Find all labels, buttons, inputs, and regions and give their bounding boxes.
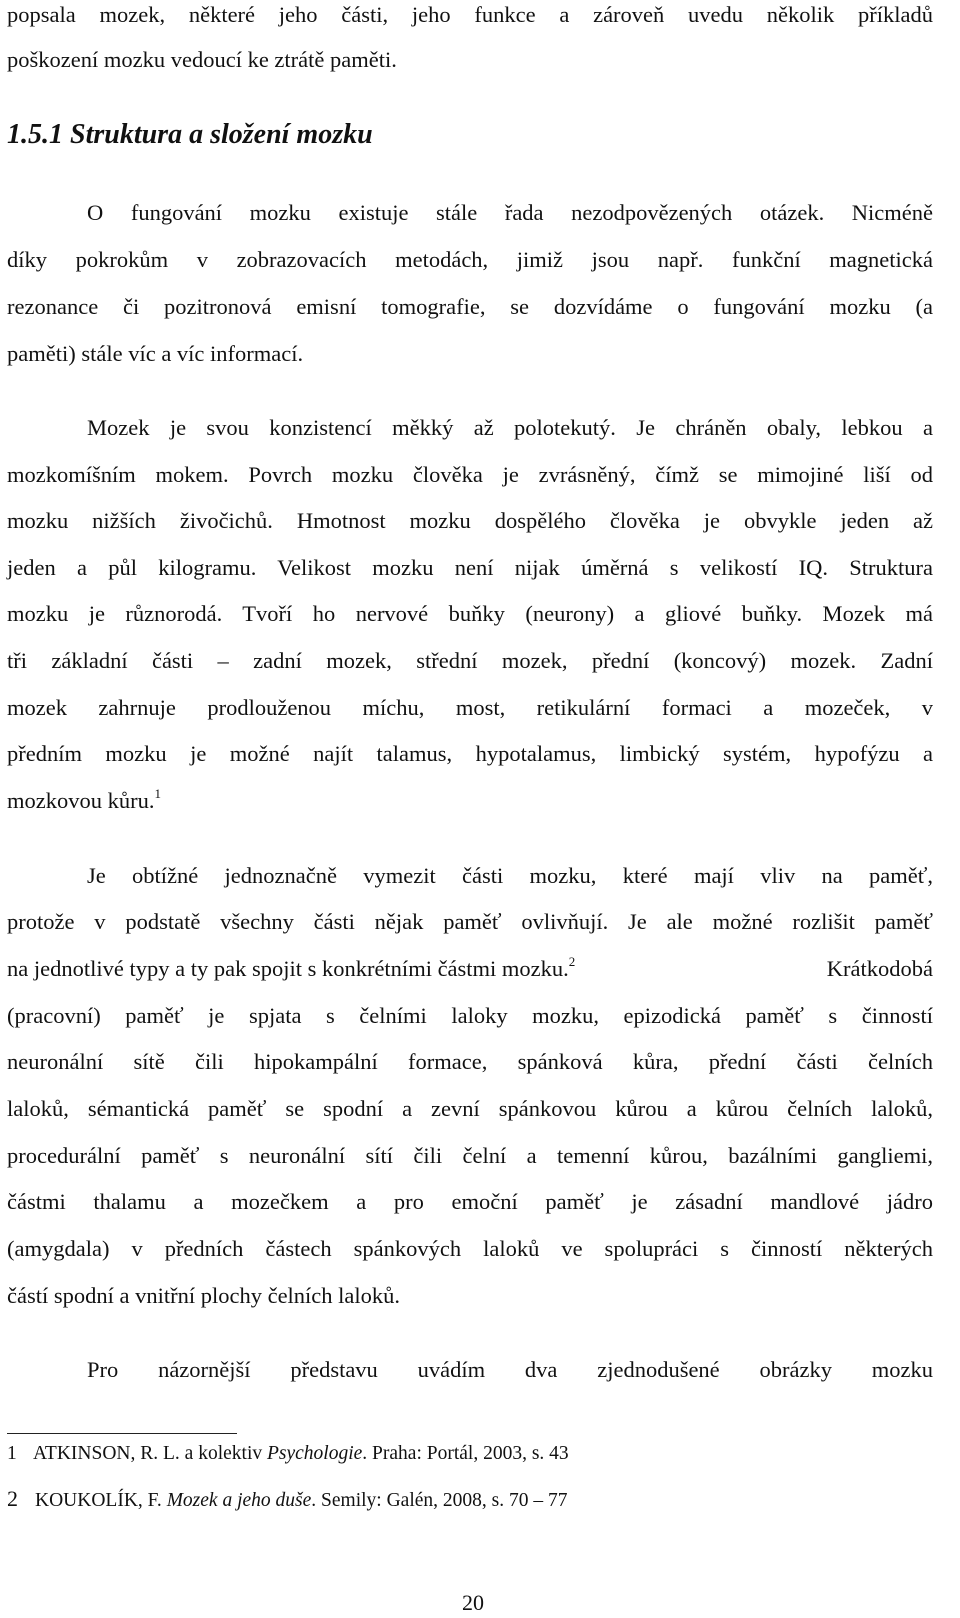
text-line: mozku je různorodá. Tvoří ho nervové buňky (neurony) a gliové buňky. Mozek má xyxy=(7,601,933,626)
text-line: mozku nižších živočichů. Hmotnost mozku dospělého člověka je obvykle jeden až xyxy=(7,508,933,533)
footnote-title: Psychologie xyxy=(266,1443,363,1464)
text-line: Mozek je svou konzistencí měkký až polotekutý. Je chráněn obaly, lebkou a xyxy=(87,415,933,440)
text-line: částmi thalamu a mozečkem a pro emoční paměť je zásadní mandlové jádro xyxy=(7,1189,933,1214)
footnote-number: 1 xyxy=(7,1443,17,1464)
page-number: 20 xyxy=(462,1590,484,1615)
footnote-text: KOUKOLÍK, F. xyxy=(35,1490,167,1511)
footnote-ref: 2 xyxy=(568,953,576,969)
text-line: jeden a půl kilogramu. Velikost mozku není nijak úměrná s velikostí IQ. Struktura xyxy=(7,555,933,580)
text-line: Je obtížné jednoznačně vymezit části mozku, které mají vliv na paměť, xyxy=(87,863,933,888)
footnote xyxy=(7,1441,569,1467)
text-line xyxy=(7,786,933,816)
text-line: (amygdala) v předních částech spánkových laloků ve spolupráci s činností některých xyxy=(7,1236,933,1261)
footnote-text: . Semily: Galén, 2008, s. 70 – 77 xyxy=(311,1490,568,1511)
footnote-text: ATKINSON, R. L. a kolektiv xyxy=(33,1443,267,1464)
text-line: tři základní části – zadní mozek, střední mozek, přední (koncový) mozek. Zadní xyxy=(7,648,933,673)
text-line: paměti) stále víc a víc informací. xyxy=(7,341,304,366)
text-line: Pro názornější představu uvádím dva zjednodušené obrázky mozku xyxy=(87,1357,933,1382)
section-heading: 1.5.1 Struktura a složení mozku xyxy=(7,119,373,150)
text-line xyxy=(7,954,933,984)
text-line: procedurální paměť s neuronální sítí čili čelní a temenní kůrou, bazálními gangliemi, xyxy=(7,1143,933,1168)
text-line: mozkomíšním mokem. Povrch mozku člověka je zvrásněný, čímž se mimojiné liší od xyxy=(7,462,933,487)
footnote-separator xyxy=(7,1433,237,1434)
text-line: (pracovní) paměť je spjata s čelními laloky mozku, epizodická paměť s činností xyxy=(7,1003,933,1028)
text-line: neuronální sítě čili hipokampální formace, spánková kůra, přední části čelních xyxy=(7,1049,933,1074)
text-line: díky pokrokům v zobrazovacích metodách, jimiž jsou např. funkční magnetická xyxy=(7,247,933,272)
text-line: popsala mozek, některé jeho části, jeho funkce a zároveň uvedu několik příkladů xyxy=(7,2,933,27)
footnote-number: 2 xyxy=(7,1486,18,1511)
text-fragment: mozkovou kůru. xyxy=(7,788,155,813)
text-fragment: na jednotlivé typy a ty pak spojit s konkrétními částmi mozku. xyxy=(7,956,569,981)
text-fragment xyxy=(7,954,575,984)
text-fragment: Krátkodobá xyxy=(826,956,933,981)
text-line: poškození mozku vedoucí ke ztrátě paměti. xyxy=(7,47,397,72)
text-line: předním mozku je možné najít talamus, hypotalamus, limbický systém, hypofýzu a xyxy=(7,741,933,766)
text-line: rezonance či pozitronová emisní tomografie, se dozvídáme o fungování mozku (a xyxy=(7,294,933,319)
text-line: částí spodní a vnitřní plochy čelních laloků. xyxy=(7,1283,401,1308)
text-line: mozek zahrnuje prodlouženou míchu, most, retikulární formaci a mozeček, v xyxy=(7,695,933,720)
text-line: protože v podstatě všechny části nějak paměť ovlivňují. Je ale možné rozlišit paměť xyxy=(7,909,933,934)
footnote-title: Mozek a jeho duše xyxy=(166,1490,312,1511)
text-line: laloků, sémantická paměť se spodní a zevní spánkovou kůrou a kůrou čelních laloků, xyxy=(7,1096,933,1121)
footnote-ref: 1 xyxy=(154,785,161,801)
text-line: O fungování mozku existuje stále řada nezodpovězených otázek. Nicméně xyxy=(87,200,933,225)
footnote xyxy=(7,1486,567,1514)
footnote-text: . Praha: Portál, 2003, s. 43 xyxy=(362,1443,569,1464)
